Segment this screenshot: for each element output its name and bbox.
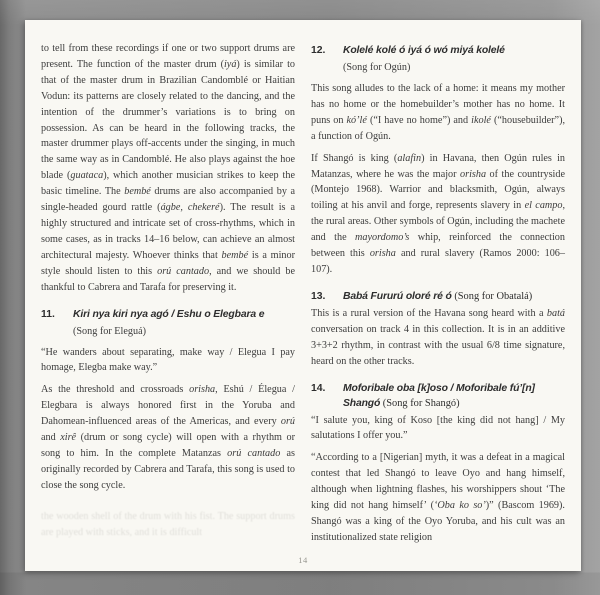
track-number: 11. [41, 308, 55, 320]
text-run: This is a rural version of the Havana song heard with a [311, 307, 547, 319]
track-subtitle: (Song for Eleguá) [73, 325, 146, 337]
text-run: mayordomo’s [355, 232, 410, 244]
text-run: , the rural areas. Other symbols of Ogún, including the machete and the [311, 200, 566, 244]
text-run: , Eshú / Élegua / Elegbara is always honored first in the Yoruba and Dahomean-influenced areas of the Americas, and every [41, 384, 295, 428]
text-run: drums are also accompanied by a single-headed gourd rattle ( [41, 186, 295, 214]
two-column-layout [25, 20, 581, 552]
text-run: ‘Oba ko so’ [434, 500, 486, 512]
text-run: orú [280, 416, 295, 428]
track-heading [311, 289, 565, 304]
lyric-quote [41, 345, 295, 377]
track-number: 13. [311, 290, 326, 302]
text-run: kó’lé [346, 114, 367, 126]
text-run: ágbe, chekeré [160, 202, 220, 214]
text-run: as originally recorded by Cabrera and Tarafa, this song is used to close the song cycle. [41, 447, 295, 491]
text-run: “He wanders about separating, make way / Elegua I pay homage, Elegba make way.” [41, 346, 295, 374]
text-run: (“housebuilder”), a function of Ogún. [311, 114, 566, 142]
lyric-quote [311, 413, 565, 445]
left-column [41, 41, 295, 552]
text-run: (Song for Obatalá) [451, 290, 533, 302]
text-run: orisha [460, 168, 487, 180]
text-run: ) is similar to that of the master drum in Brazilian Candomblé or Haitian Vodun: its patterns are closely related to the dancing, and the intention of the drummer’s variations is to bring on possession. As can be heard in the following tracks, the master drummer plays off-accents under the singing, in much the same way as in Candomblé. He also plays against the hoe blade ( [41, 58, 296, 182]
text-run: orú cantado [227, 447, 281, 459]
page-showthrough-text: the wooden shell of the drum with his fist. The support drums are played with sticks, and it is difficult [41, 510, 295, 538]
text-run: batá [546, 307, 565, 319]
track-title [343, 291, 532, 302]
text-run: ikolé [471, 114, 491, 126]
text-run: xirê [60, 432, 77, 444]
text-run: “I salute you, king of Koso [the king did not hang] / My salutations I offer you.” [311, 414, 565, 442]
text-run: of the countryside (Montejo 1968). Warrior and blacksmith, Ogún, always toiling at his anvil and forge, represents slavery in [311, 168, 565, 212]
text-run: Kiri nya kiri nya agó / Eshu o Elegbara e [73, 308, 265, 320]
track-title [343, 45, 505, 56]
text-run: orú cantado [157, 265, 210, 277]
text-run: (drum or song cycle) will open with a rhythm or song to him. In the complete Matanzas [41, 432, 295, 459]
body-paragraph [311, 450, 565, 545]
body-paragraph [311, 306, 565, 370]
track-heading [311, 43, 565, 58]
track-title [73, 309, 264, 320]
text-run: ) in Havana, then Ogún rules in Matanzas, where he was the major [311, 152, 565, 180]
text-run: alafin [397, 152, 422, 164]
text-run: “According to a [Nigerian] myth, it was a defeat in a magical contest that led Shangó to leave Oyo and hang himself, although when lightning flashes, his worshippers shout ‘The king did not hang himself’ ( [311, 452, 565, 512]
text-run: )” (Bascom 1969). Shangó was a king of the Oyo Yoruba, and his cult was an institutionalized state religion [311, 500, 565, 543]
track-heading [41, 307, 295, 322]
text-run: This song alludes to the lack of a home: it means my mother has no home or the homebuilder’s mother has no home. It puns on [311, 83, 565, 126]
text-run: el campo [524, 200, 563, 212]
track-number: 14. [311, 382, 326, 394]
text-run: As the threshold and crossroads [41, 384, 190, 396]
text-run: conversation on track 4 in this collection. It is in an additive 3+3+2 rhythm, in contrast with the usual 6/8 time signature, heard on the other tracks. [311, 323, 565, 367]
text-run: orisha [189, 384, 216, 396]
text-run: If Shangó is king ( [311, 152, 398, 164]
text-run: Kolelé kolé ó iyá ó wó miyá kolelé [343, 45, 505, 56]
text-run: (Song for Shangó) [380, 397, 460, 409]
body-paragraph [41, 382, 295, 493]
text-run: orisha [369, 248, 396, 260]
text-run: , and we should be thankful to Cabrera and Tarafa for preserving it. [41, 265, 295, 293]
booklet-page [25, 20, 581, 571]
text-run: (“I have no home”) and [366, 114, 472, 126]
body-paragraph [41, 41, 295, 296]
text-run: and rural slavery (Ramos 2000: 106–107). [311, 248, 565, 275]
track-heading [311, 381, 565, 411]
track-number: 12. [311, 45, 326, 56]
text-run: and [41, 432, 61, 444]
page-number: 14 [298, 555, 308, 565]
text-run: iyá [223, 58, 237, 70]
text-run: is a minor style should listen to this [41, 249, 296, 277]
text-run: to tell from these recordings if one or two support drums are present. The function of the master drum ( [41, 43, 295, 70]
track-title [343, 383, 535, 409]
body-paragraph [311, 81, 565, 145]
text-run: bembé [124, 186, 151, 198]
track-subtitle: (Song for Ogún) [343, 62, 411, 73]
text-run: ), which another musician strikes to keep the basic timeline. The [41, 170, 295, 198]
right-column [311, 41, 565, 552]
text-run: whip, reinforced the connection between this [311, 232, 565, 260]
text-run: Moforibale oba [k]oso / Moforibale fú’[n] Shangó [343, 382, 535, 409]
text-run: ). The result is a highly structured and intricate set of cross-rhythms, which in some cases, as in tracks 14–16 below, can achieve an almost architectural majesty. Whoever thinks that [41, 202, 295, 261]
text-run: guataca [70, 170, 104, 182]
body-paragraph [311, 151, 565, 278]
text-run: Babá Fururú oloré ré ó [343, 290, 452, 302]
text-run: bembé [221, 249, 249, 261]
